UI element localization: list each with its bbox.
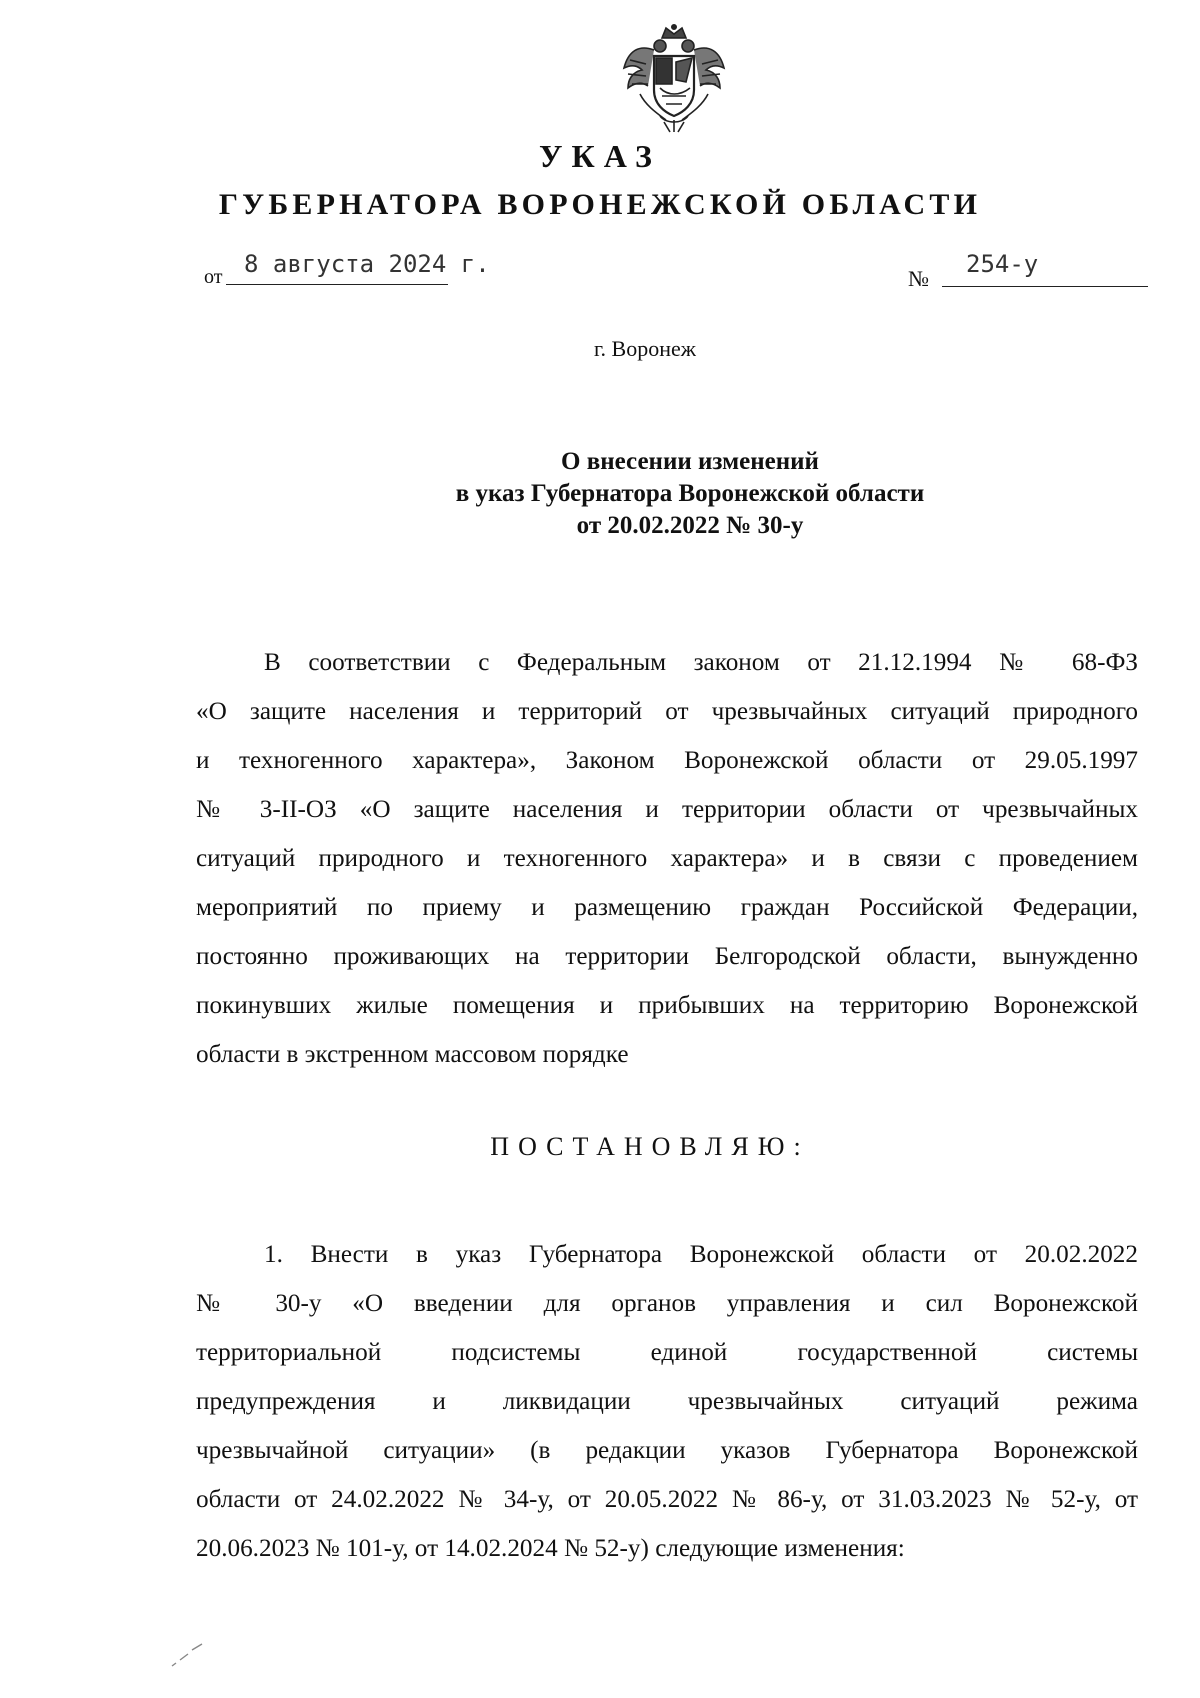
voronezh-coat-of-arms-icon [620,24,728,134]
title-line: в указ Губернатора Воронежской области [455,480,925,507]
decree-word: ПОСТАНОВЛЯЮ: [490,1132,810,1161]
number-underline [942,286,1148,287]
city-label: г. Воронеж [594,336,696,361]
document-title [300,446,1080,542]
text-line: области от 24.02.2022 № 34-у, от 20.05.2022 № 86-у, от 31.03.2023 № 52-у, от [196,1486,1138,1513]
issuing-authority: ГУБЕРНАТОРА ВОРОНЕЖСКОЙ ОБЛАСТИ [218,188,982,221]
title-line: от 20.02.2022 № 30-у [576,512,804,539]
text-line: и техногенного характера», Законом Воронежской области от 29.05.1997 [196,747,1138,774]
text-line: постоянно проживающих на территории Белгородской области, вынужденно [196,943,1138,970]
text-line: 1. Внести в указ Губернатора Воронежской области от 20.02.2022 [264,1241,1138,1268]
document-type: УКАЗ [539,138,661,174]
text-line: В соответствии с Федеральным законом от 21.12.1994 № 68-ФЗ [264,649,1138,676]
text-line: ситуаций природного и техногенного характера» и в связи с проведением [196,845,1138,872]
date-prefix: от [204,266,223,288]
text-line: «О защите населения и территорий от чрезвычайных ситуаций природного [196,698,1138,725]
text-line: территориальной подсистемы единой государственной системы [196,1339,1138,1366]
text-line: предупреждения и ликвидации чрезвычайных ситуаций режима [196,1388,1138,1415]
text-line: области в экстренном массовом порядке [196,1041,629,1068]
text-line: № 30-у «О введении для органов управления и сил Воронежской [196,1290,1138,1317]
date-value: 8 августа 2024 г. [244,250,490,278]
text-line: мероприятий по приему и размещению граждан Российской Федерации, [196,894,1138,921]
clause-1-paragraph [196,1230,1138,1573]
text-line: 20.06.2023 № 101-у, от 14.02.2024 № 52-у) следующие изменения: [196,1535,905,1562]
text-line: № 3-II-ОЗ «О защите населения и территории области от чрезвычайных [196,796,1138,823]
preamble-paragraph [196,638,1138,1079]
date-underline [226,284,448,285]
text-line: покинувших жилые помещения и прибывших на территорию Воронежской [196,992,1138,1019]
title-line: О внесении изменений [561,448,819,475]
number-value: 254-у [966,250,1039,278]
text-line: чрезвычайной ситуации» (в редакции указов Губернатора Воронежской [196,1437,1138,1464]
number-prefix: № [908,266,929,291]
scan-mark-icon [168,1640,208,1670]
